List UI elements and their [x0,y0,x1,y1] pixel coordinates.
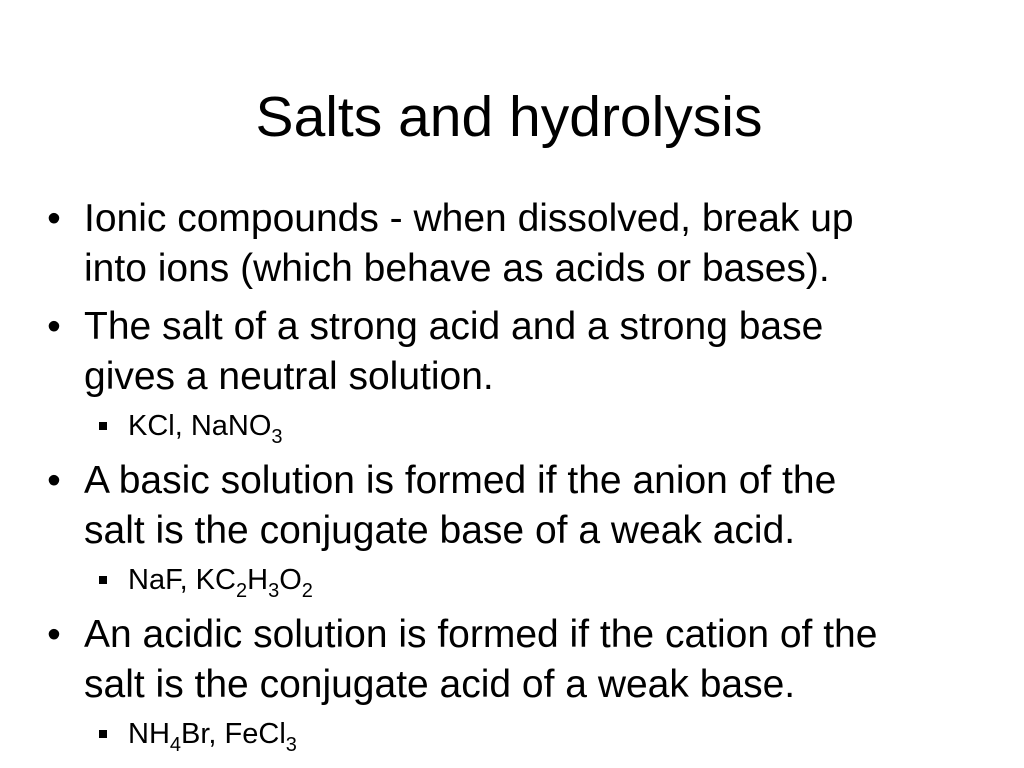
bullet-line: The salt of a strong acid and a strong base [84,305,824,348]
formula-subscript: 4 [169,734,182,756]
bullet-item [0,456,1024,556]
formula-text: NH [128,718,170,750]
bullet-item [0,302,1024,402]
bullet-line: An acidic solution is formed if the cation of the [84,613,878,656]
formula-subscript: 2 [235,580,248,602]
formula-subscript: 3 [271,426,283,448]
formula-subscript: 3 [285,734,297,756]
formula-subscript: 2 [301,580,313,602]
bullet-dot-icon: • [47,459,61,502]
formula-text: O [279,564,302,596]
bullet-item [0,610,1024,710]
bullet-line: A basic solution is formed if the anion of the [84,459,837,502]
bullet-dot-icon: • [47,305,61,348]
formula-text: NaF, KC [128,564,236,596]
bullet-line: into ions (which behave as acids or bases). [84,247,830,290]
bullet-dot-icon: • [47,197,61,240]
bullet-line: salt is the conjugate acid of a weak base. [84,663,796,706]
square-bullet-icon [99,422,107,430]
bullet-line: Ionic compounds - when dissolved, break up [84,197,854,240]
formula-subscript: 3 [268,580,280,602]
bullet-line: salt is the conjugate base of a weak acid. [84,509,796,552]
square-bullet-icon [99,730,107,738]
formula-text: H [247,564,269,596]
square-bullet-icon [99,576,107,584]
bullet-dot-icon: • [47,613,61,656]
sub-bullet-item [0,560,1024,600]
bullet-item [0,194,1024,294]
formula-text: KCl, NaNO [128,410,272,442]
sub-bullet-item [0,406,1024,446]
sub-bullet-item [0,714,1024,754]
slide-title: Salts and hydrolysis [255,85,763,149]
formula-text: Br, FeCl [181,718,286,750]
bullet-line: gives a neutral solution. [84,355,494,398]
bullet-list [0,194,1024,764]
